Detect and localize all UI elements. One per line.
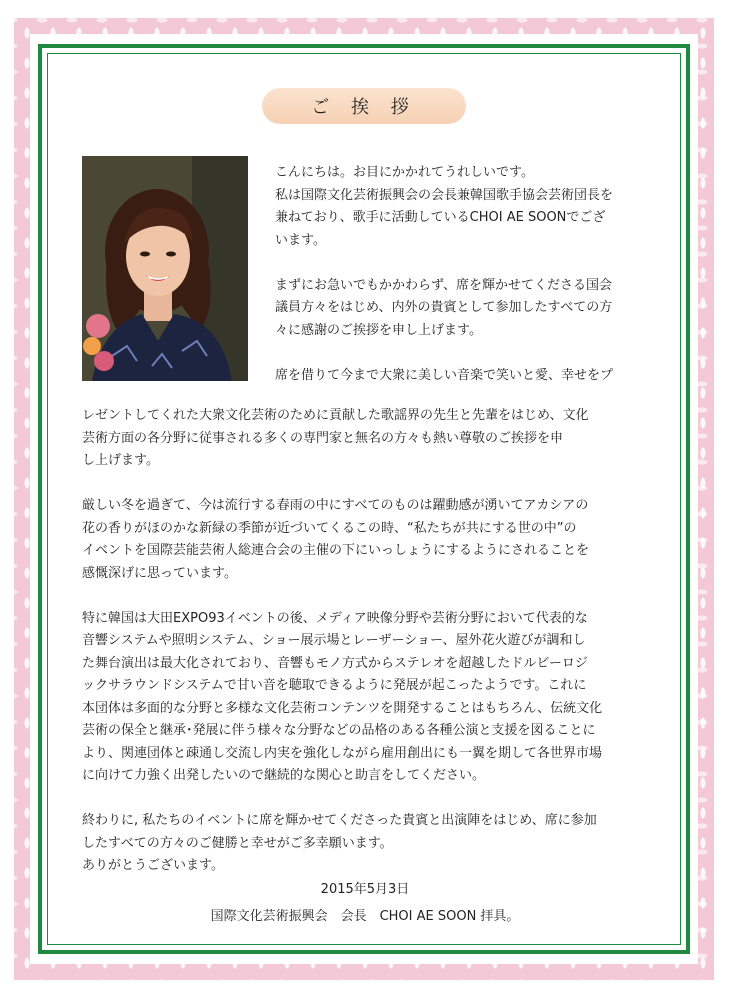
text-line: ックサラウンドシステムで甘い音を聴取できるように発展が起こったようです。これに bbox=[82, 678, 587, 693]
text-line: 特に韓国は大田EXPO93イベントの後、メディア映像分野や芸術分野において代表的な bbox=[82, 610, 588, 626]
intro-paragraphs bbox=[275, 162, 675, 387]
text-line: 議員方々をはじめ、内外の貴賓として参加したすべての方 bbox=[275, 300, 613, 315]
text-line: こんにちは。お目にかかれてうれしいです。 bbox=[275, 165, 534, 180]
portrait-illustration bbox=[82, 156, 248, 381]
text-line: 芸術方面の各分野に従事される多くの専門家と無名の方々も熱い尊敬のご挨拶を申 bbox=[82, 430, 564, 446]
text-line: 私は国際文化芸術振興会の会長兼韓国歌手協会芸術団長を bbox=[275, 187, 614, 203]
text-line: したすべての方々のご健勝と幸せがご多幸願います。 bbox=[82, 835, 393, 851]
signature-line: 国際文化芸術振興会 会長 CHOI AE SOON 拝具。 bbox=[210, 909, 520, 924]
text-line: います。 bbox=[275, 232, 326, 248]
text-line: 厳しい冬を過ぎて、今は流行する春雨の中にすべてのものは躍動感が湧いてアカシアの bbox=[82, 498, 589, 513]
text-line: 終わりに, 私たちのイベントに席を輝かせてくださった貴賓と出演陣をはじめ、席に参加 bbox=[82, 813, 597, 828]
text-line: た舞台演出は最大化されており、音響もモノ方式からステレオを超越したドルビーロジ bbox=[82, 655, 588, 671]
main-paragraphs bbox=[82, 405, 682, 878]
date-line: 2015年5月3日 bbox=[320, 882, 410, 897]
text-line: 兼ねており、歌手に活動しているCHOI AE SOONでござ bbox=[275, 210, 606, 225]
text-line: し上げます。 bbox=[82, 453, 159, 468]
text-line: まずにお急いでもかかわらず、席を輝かせてくださる国会 bbox=[275, 277, 612, 293]
text-line: 席を借りて今まで大衆に美しい音楽で笑いと愛、幸せをプ bbox=[275, 367, 614, 383]
page-title: ご 挨 拶 bbox=[262, 88, 466, 124]
text-line: レゼントしてくれた大衆文化芸術のために貢献した歌謡界の先生と先輩をはじめ、文化 bbox=[82, 408, 589, 423]
text-line: 々に感謝のご挨拶を申し上げます。 bbox=[275, 322, 482, 338]
text-line: 本団体は多面的な分野と多様な文化芸術コンテンツを開発することはもちろん、伝統文化 bbox=[82, 700, 603, 716]
text-line: 感慨深げに思っています。 bbox=[82, 565, 237, 581]
portrait-photo bbox=[82, 156, 248, 381]
text-line: 音響システムや照明システム、ショー展示場とレーザーショー、屋外花火遊びが調和し bbox=[82, 633, 586, 648]
text-line: に向けて力強く出発したいので継続的な関心と助言をしてください。 bbox=[82, 768, 486, 783]
text-line: イベントを国際芸能芸術人総連合会の主催の下にいっしょうにするようにされることを bbox=[82, 543, 590, 558]
text-line: ありがとうございます。 bbox=[82, 858, 224, 873]
text-line: より、関連団体と疎通し交流し内実を強化しながら雇用創出にも一翼を期して各世界市場 bbox=[82, 745, 603, 761]
text-line: 花の香りがほのかな新緑の季節が近づいてくるこの時、“私たちが共にする世の中”の bbox=[82, 520, 577, 536]
text-line: 芸術の保全と継承･発展に伴う様々な分野などの品格のある各種公演と支援を図ることに bbox=[82, 723, 596, 738]
